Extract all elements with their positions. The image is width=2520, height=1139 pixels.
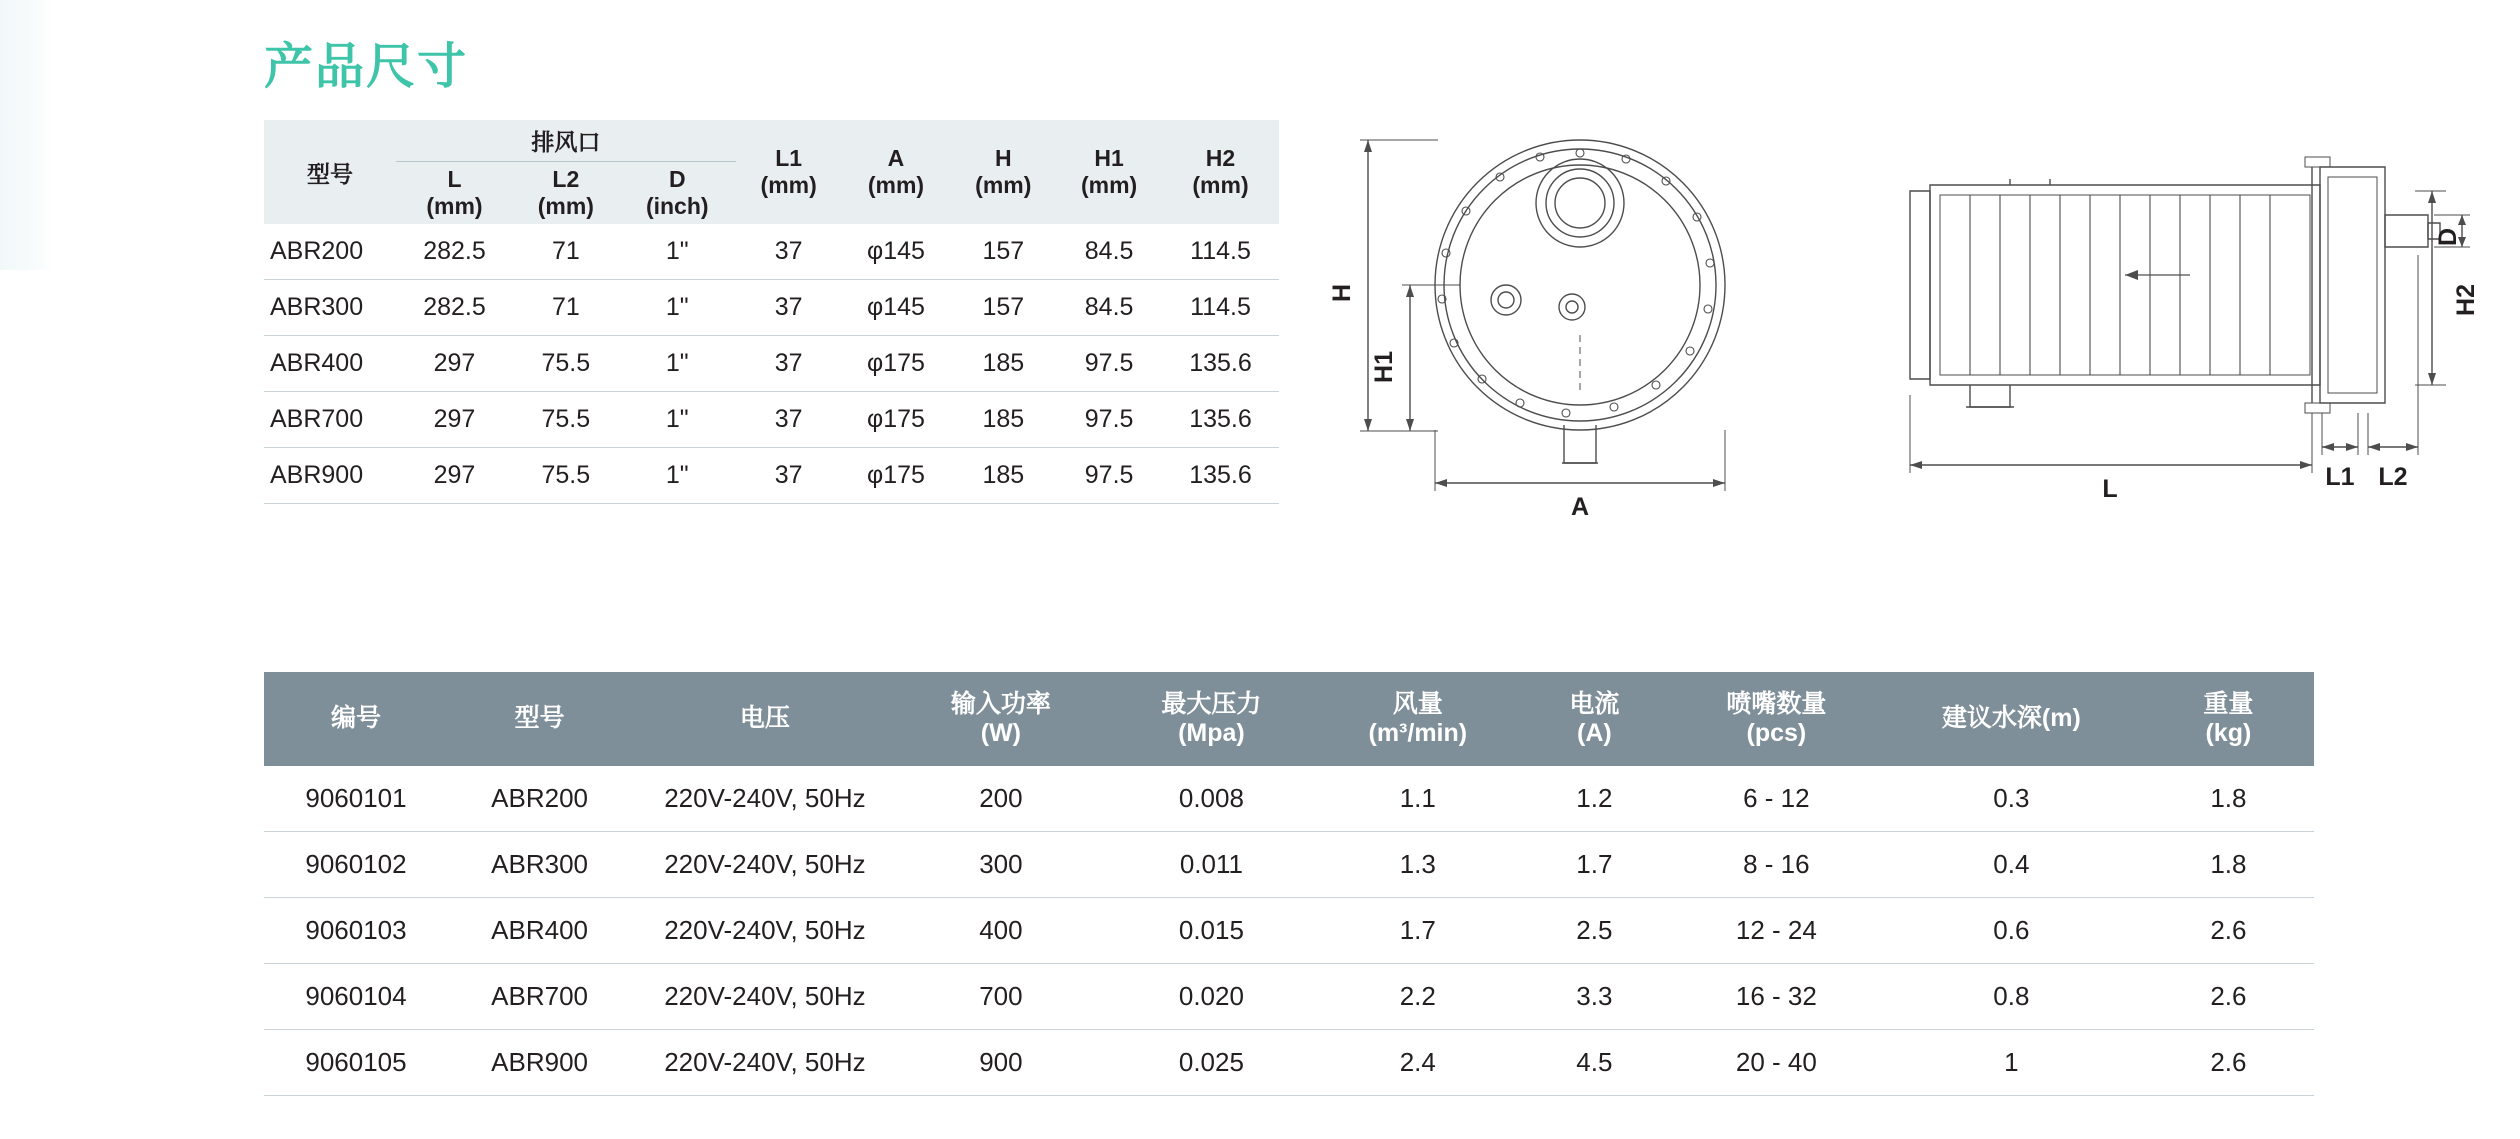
header-h2 [1162,120,1279,224]
cell-d: 1" [619,448,736,504]
spec-table-head [264,672,2314,766]
cell-h1: 84.5 [1056,224,1162,280]
header-h1-label: H1 [1094,145,1124,171]
table-row [264,831,2314,897]
cell-power: 400 [899,897,1104,963]
cell-current: 1.7 [1516,831,1673,897]
cell-a: φ175 [842,336,951,392]
label-side-l1: L1 [2325,463,2355,491]
cell-l1: 37 [736,336,842,392]
header-l1 [736,120,842,224]
cell-d: 1" [619,224,736,280]
header-nozzles [1673,672,1880,766]
header-a-label: A [887,145,905,171]
header-pressure-unit: (Mpa) [1178,718,1245,747]
header-weight [2143,672,2314,766]
cell-id: 9060104 [264,963,448,1029]
label-front-h: H [1328,283,1356,303]
cell-nozzles: 20 - 40 [1673,1029,1880,1095]
cell-l2: 75.5 [513,448,619,504]
header-h2-unit: (mm) [1192,172,1249,198]
header-model: 型号 [448,672,631,766]
header-power-label: 输入功率 [950,690,1051,718]
cell-depth: 0.4 [1880,831,2143,897]
header-h1 [1056,120,1162,224]
cell-l: 297 [396,336,513,392]
cell-flow: 1.7 [1320,897,1516,963]
cell-depth: 1 [1880,1029,2143,1095]
cell-l: 297 [396,392,513,448]
cell-h2: 114.5 [1162,224,1279,280]
table-row [264,336,1279,392]
header-h2-label: H2 [1205,145,1236,171]
header-l-unit: (mm) [426,193,483,219]
cell-l1: 37 [736,224,842,280]
table-row [264,963,2314,1029]
cell-voltage: 220V-240V, 50Hz [631,1029,898,1095]
header-d-label: D [668,166,686,192]
cell-l1: 37 [736,280,842,336]
header-h [950,120,1056,224]
cell-h2: 135.6 [1162,336,1279,392]
header-a-unit: (mm) [867,172,925,198]
cell-h1: 97.5 [1056,448,1162,504]
header-l2-unit: (mm) [537,193,594,219]
header-nozzles-unit: (pcs) [1746,718,1807,747]
cell-nozzles: 6 - 12 [1673,766,1880,832]
cell-current: 3.3 [1516,963,1673,1029]
cell-current: 2.5 [1516,897,1673,963]
cell-h1: 84.5 [1056,280,1162,336]
cell-flow: 1.3 [1320,831,1516,897]
header-flow-unit: (m³/min) [1368,718,1468,747]
cell-power: 900 [899,1029,1104,1095]
header-a [842,120,951,224]
cell-model: ABR200 [264,224,396,280]
label-side-l2: L2 [2378,463,2408,491]
spec-table [264,672,2314,1096]
dimension-table-body [264,224,1279,504]
header-id: 编号 [264,672,448,766]
header-d [619,162,736,225]
cell-a: φ145 [842,224,951,280]
technical-drawings [1310,95,2490,525]
cell-l2: 75.5 [513,392,619,448]
table-row [264,766,2314,832]
cell-d: 1" [619,392,736,448]
cell-model: ABR900 [448,1029,631,1095]
cell-l2: 71 [513,224,619,280]
header-model: 型号 [264,120,396,224]
cell-h2: 135.6 [1162,392,1279,448]
left-edge-decoration [0,0,54,270]
cell-h: 185 [950,448,1056,504]
cell-depth: 0.3 [1880,766,2143,832]
cell-weight: 2.6 [2143,1029,2314,1095]
header-h-unit: (mm) [975,172,1032,198]
cell-weight: 1.8 [2143,831,2314,897]
header-l2-label: L2 [552,166,580,192]
spec-header-row [264,672,2314,766]
header-flow-label: 风量 [1392,690,1443,718]
cell-model: ABR700 [264,392,396,448]
cell-flow: 2.2 [1320,963,1516,1029]
label-front-h1: H1 [1370,351,1398,383]
header-flow [1320,672,1516,766]
cell-current: 4.5 [1516,1029,1673,1095]
cell-h1: 97.5 [1056,392,1162,448]
cell-pressure: 0.020 [1103,963,1320,1029]
table-row [264,897,2314,963]
header-power-unit: (W) [980,718,1022,747]
header-l2 [513,162,619,225]
header-weight-label: 重量 [2203,690,2254,718]
cell-a: φ175 [842,392,951,448]
cell-model: ABR300 [264,280,396,336]
cell-a: φ145 [842,280,951,336]
header-weight-unit: (kg) [2205,718,2252,747]
table-row [264,392,1279,448]
cell-model: ABR900 [264,448,396,504]
cell-l2: 75.5 [513,336,619,392]
cell-h: 157 [950,280,1056,336]
dimension-table-container [264,120,1279,504]
cell-pressure: 0.015 [1103,897,1320,963]
header-l-label: L [447,166,462,192]
cell-voltage: 220V-240V, 50Hz [631,831,898,897]
cell-l: 282.5 [396,224,513,280]
cell-power: 200 [899,766,1104,832]
label-side-h2: H2 [2452,284,2480,316]
header-current [1516,672,1673,766]
table-row [264,224,1279,280]
label-side-l: L [2102,475,2118,503]
cell-nozzles: 8 - 16 [1673,831,1880,897]
cell-voltage: 220V-240V, 50Hz [631,897,898,963]
cell-model: ABR400 [448,897,631,963]
table-row [264,280,1279,336]
cell-h: 185 [950,392,1056,448]
dimension-table [264,120,1279,504]
label-front-a: A [1570,493,1590,521]
header-h1-unit: (mm) [1080,172,1138,198]
header-depth: 建议水深(m) [1880,672,2143,766]
cell-h2: 114.5 [1162,280,1279,336]
cell-l: 297 [396,448,513,504]
cell-l2: 71 [513,280,619,336]
cell-model: ABR200 [448,766,631,832]
cell-current: 1.2 [1516,766,1673,832]
cell-power: 700 [899,963,1104,1029]
header-pressure [1103,672,1320,766]
spec-table-container [264,672,2314,1096]
header-pressure-label: 最大压力 [1161,690,1262,718]
cell-depth: 0.6 [1880,897,2143,963]
cell-id: 9060102 [264,831,448,897]
cell-pressure: 0.025 [1103,1029,1320,1095]
page-title: 产品尺寸 [264,40,469,94]
cell-model: ABR400 [264,336,396,392]
cell-nozzles: 12 - 24 [1673,897,1880,963]
cell-nozzles: 16 - 32 [1673,963,1880,1029]
header-d-unit: (inch) [645,193,709,219]
cell-h: 157 [950,224,1056,280]
cell-voltage: 220V-240V, 50Hz [631,963,898,1029]
header-l [396,162,513,225]
header-h-label: H [994,145,1012,171]
cell-weight: 1.8 [2143,766,2314,832]
header-nozzles-label: 喷嘴数量 [1726,690,1827,718]
cell-flow: 1.1 [1320,766,1516,832]
cell-pressure: 0.008 [1103,766,1320,832]
cell-h: 185 [950,336,1056,392]
cell-d: 1" [619,336,736,392]
cell-l1: 37 [736,392,842,448]
cell-l1: 37 [736,448,842,504]
cell-flow: 2.4 [1320,1029,1516,1095]
header-exhaust-group: 排风口 [396,120,736,162]
cell-model: ABR300 [448,831,631,897]
cell-h1: 97.5 [1056,336,1162,392]
cell-id: 9060105 [264,1029,448,1095]
cell-model: ABR700 [448,963,631,1029]
header-current-unit: (A) [1577,718,1612,747]
cell-depth: 0.8 [1880,963,2143,1029]
cell-id: 9060101 [264,766,448,832]
table-row [264,1029,2314,1095]
header-l1-unit: (mm) [760,172,817,198]
header-l1-label: L1 [775,145,803,171]
table-row [264,448,1279,504]
cell-pressure: 0.011 [1103,831,1320,897]
label-side-d: D [2434,227,2462,247]
header-voltage: 电压 [631,672,898,766]
cell-voltage: 220V-240V, 50Hz [631,766,898,832]
cell-weight: 2.6 [2143,963,2314,1029]
cell-a: φ175 [842,448,951,504]
cell-d: 1" [619,280,736,336]
spec-table-body [264,766,2314,1096]
header-power [899,672,1104,766]
cell-weight: 2.6 [2143,897,2314,963]
cell-power: 300 [899,831,1104,897]
cell-l: 282.5 [396,280,513,336]
cell-h2: 135.6 [1162,448,1279,504]
cell-id: 9060103 [264,897,448,963]
dimension-table-head [264,120,1279,224]
dimension-header-row-1 [264,120,1279,162]
header-current-label: 电流 [1569,690,1620,718]
